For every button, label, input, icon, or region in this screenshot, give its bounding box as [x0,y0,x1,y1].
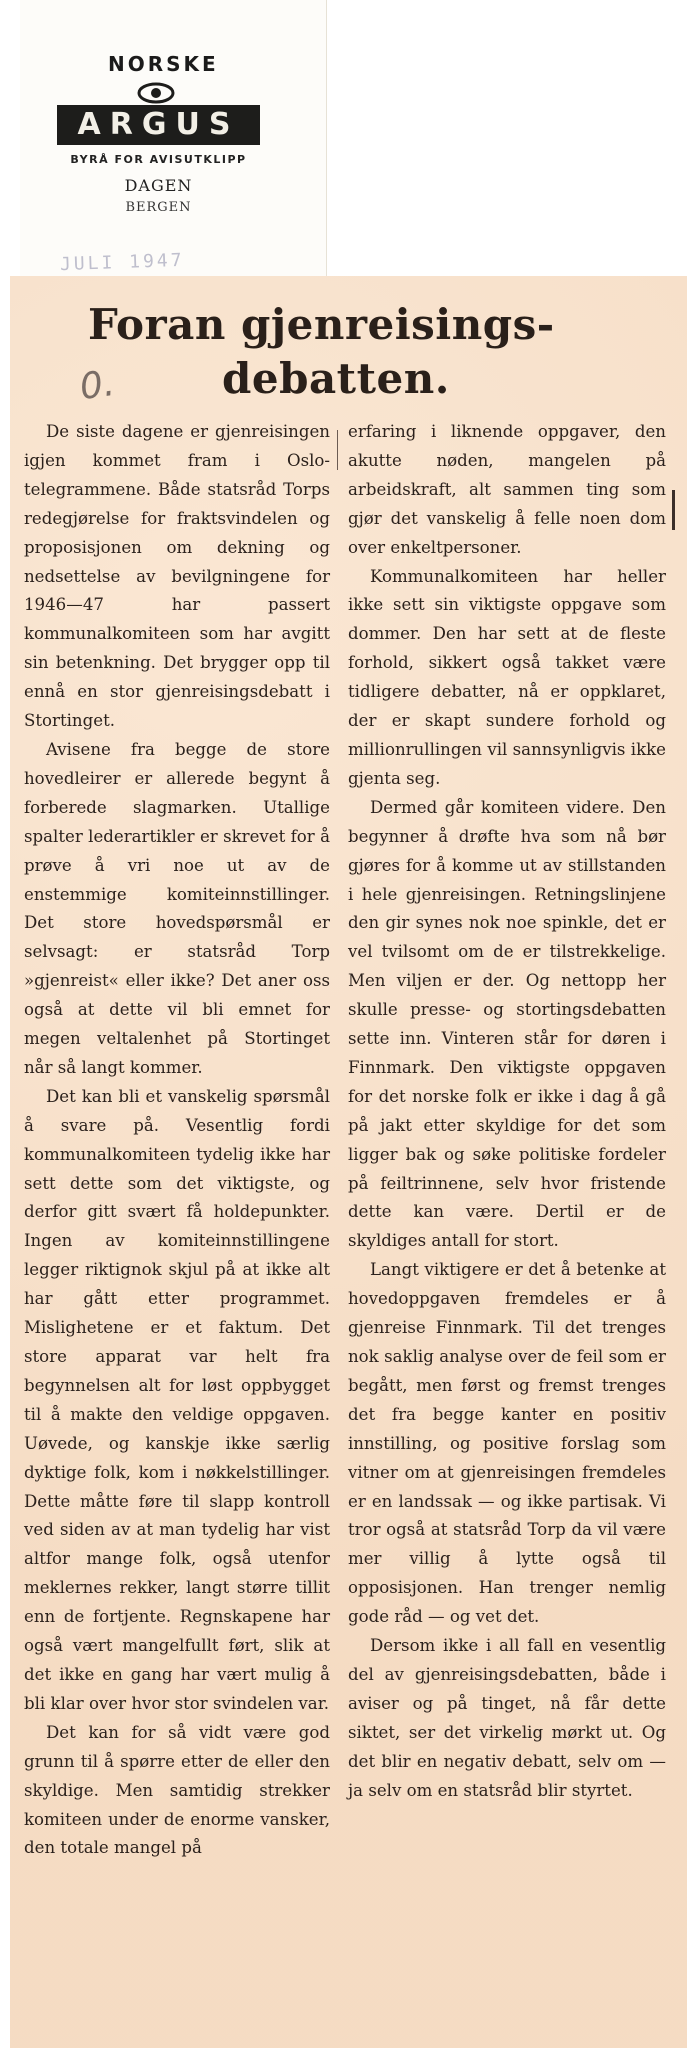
eye-icon [137,82,175,104]
paragraph: Langt viktigere er det å betenke at hovedoppgaven fremdeles er å gjenreise Finnmark. Til det trenges nok saklig analyse over de feil som er begått, men først og fremst trenges det fra begge kanter en positiv innstilling, og positive forslag som vitner om at gjenreisingen fremdeles er en landssak — og ikke partisak. Vi tror også at statsråd Torp da vil være mer villig å lytte også til opposisjonen. Han trenger nemlig gode råd — og vet det. [348,1260,666,1627]
date-stamp: JULI 1947 [59,249,185,276]
headline-line-1: Foran gjenreisings- [88,300,555,349]
headline-line-2: debatten. [222,354,450,403]
newspaper-city: BERGEN [125,200,192,215]
agency-logo: ARGUS [57,105,260,145]
paragraph: Kommunalkomiteen har heller ikke sett sin viktigste oppgave som dommer. Den har sett at de fleste forhold, sikkert også takket være tidligere debatter, nå er oppklaret, der er skapt sundere forhold og millionrullingen vil sannsynligvis ikke gjenta seg. [348,566,666,788]
agency-arc-text: NORSKE [108,52,219,76]
newspaper-name: DAGEN [124,176,193,195]
agency-subtitle: BYRÅ FOR AVISUTKLIPP [70,153,247,166]
paragraph: erfaring i liknende oppgaver, den akutte nøden, mangelen på arbeidskraft, alt sammen ting som gjør det vanskelig å felle noen dom over enkeltpersoner. [348,422,666,557]
paragraph: Dersom ikke i all fall en vesentlig del av gjenreisingsdebatten, både i aviser og på tinget, nå får dette siktet, ser det virkelig mørkt ut. Og det blir en negativ debatt, selv om — ja selv om en statsråd blir styrtet. [348,1636,666,1800]
left-column [24,418,330,1863]
column-divider [337,430,338,470]
paragraph: Dermed går komiteen videre. Den begynner å drøfte hva som nå bør gjøres for å komme ut av stillstanden i hele gjenreisingen. Retningslinjene den gir synes nok noe spinkle, det er vel tvilsomt om de er tilstrekkelige. Men viljen er der. Og nettopp her skulle presse- og stortingsdebatten sette inn. Vinteren står for døren i Finnmark. Den viktigste oppgaven for det norske folk er ikke i dag å gå på jakt etter skyldige for det som ligger bak og søke politiske fordeler på feiltrinnene, selv hvor fristende dette kan være. Dertil er de skyldiges antall for stort. [348,797,666,1251]
paragraph: Det kan for så vidt være god grunn til å spørre etter de eller den skyldige. Men samtidig strekker komiteen under de enorme vansker, den totale mangel på [24,1722,330,1858]
paragraph: De siste dagene er gjenreisingen igjen kommet fram i Oslo-telegrammene. Både statsråd Torps redegjørelse for fraktsvindelen og proposisjonen om dekning og nedsettelse av bevilgningene for 1946—47 har passert kommunalkomiteen som har avgitt sin betenkning. Det brygger opp til ennå en stor gjenreisingsdebatt i Stortinget. [24,422,330,731]
paragraph: Det kan bli et vanskelig spørsmål å svare på. Vesentlig fordi kommunalkomiteen tydelig ikke har sett dette som det viktigste, og derfor gitt svært få holdepunkter. Ingen av komiteinnstillingene legger riktignok skjul på at ikke alt har gått etter programmet. Mislighetene er et faktum. Det store apparat var helt fra begynnelsen alt for løst oppbygget til å makte den veldige oppgaven. Uøvede, og kanskje ikke særlig dyktige folk, kom i nøkkelstillinger. Dette måtte føre til slapp kontroll ved siden av at man tydelig har vist altfor mange folk, også utenfor meklernes rekker, langt større tillit enn de fortjente. Regnskapene har også vært mangelfullt ført, slik at det ikke en gang har vært mulig å bli klar over hvor stor svindelen var. [24,1086,330,1713]
edge-mark [672,490,675,530]
right-column [348,418,666,1806]
paragraph: Avisene fra begge de store hovedleirer er allerede begynt å forberede slagmarken. Utallige spalter lederartikler er skrevet for å prøve å vri noe ut av de enstemmige komiteinnstillinger. Det store hovedspørsmål er selvsagt: er statsråd Torp »gjenreist« eller ikke? Det aner oss også at dette vil bli emnet for megen veltalenhet på Stortinget når så langt kommer. [24,739,330,1077]
pencil-mark: 0. [77,362,118,409]
